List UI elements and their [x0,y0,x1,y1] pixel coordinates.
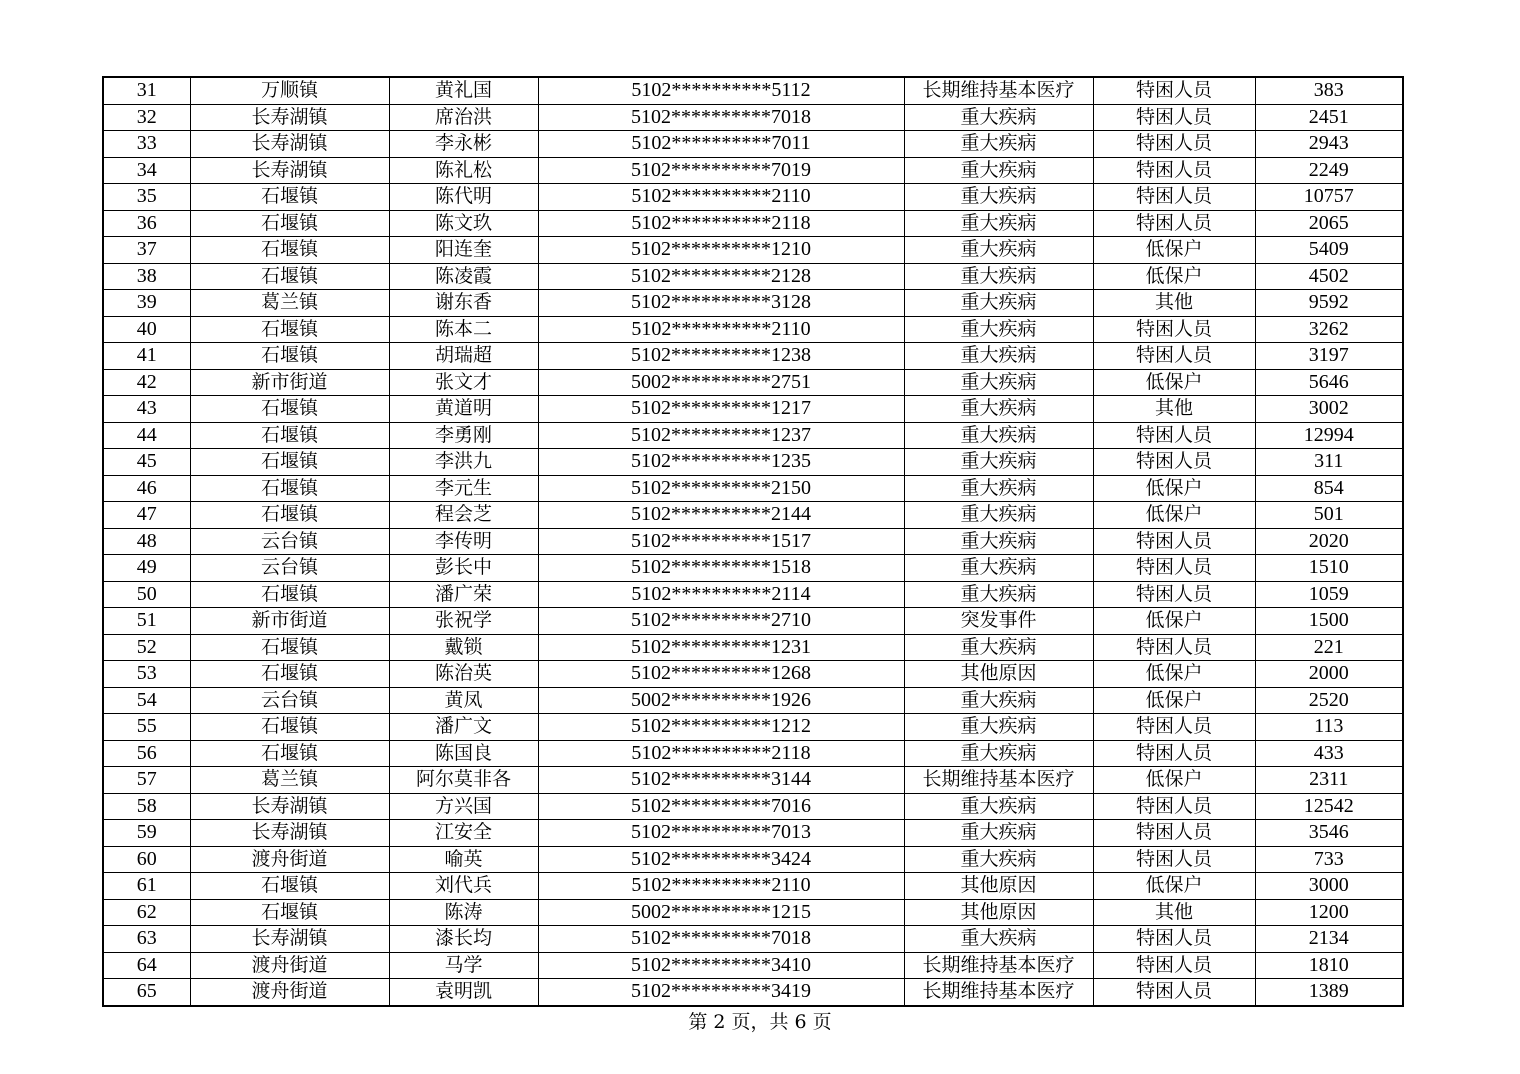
id-number-cell: 5102**********3144 [538,767,904,794]
id-number-cell: 5102**********3419 [538,979,904,1006]
category-cell: 低保户 [1093,502,1255,529]
id-number-cell: 5102**********2118 [538,210,904,237]
id-number-cell: 5102**********7019 [538,157,904,184]
amount-cell: 12542 [1255,793,1403,820]
serial-number-cell: 60 [103,846,190,873]
name-cell: 陈文玖 [389,210,538,237]
category-cell: 特困人员 [1093,581,1255,608]
category-cell: 低保户 [1093,237,1255,264]
reason-cell: 长期维持基本医疗 [904,767,1093,794]
serial-number-cell: 34 [103,157,190,184]
table-body [103,77,1403,1006]
serial-number-cell: 64 [103,952,190,979]
town-cell: 石堰镇 [190,661,389,688]
id-number-cell: 5102**********2118 [538,740,904,767]
name-cell: 彭长中 [389,555,538,582]
table-row [103,687,1403,714]
reason-cell: 重大疾病 [904,157,1093,184]
serial-number-cell: 33 [103,131,190,158]
table-row [103,316,1403,343]
reason-cell: 长期维持基本医疗 [904,77,1093,104]
serial-number-cell: 61 [103,873,190,900]
town-cell: 新市街道 [190,369,389,396]
reason-cell: 重大疾病 [904,369,1093,396]
town-cell: 石堰镇 [190,740,389,767]
name-cell: 陈涛 [389,899,538,926]
town-cell: 石堰镇 [190,475,389,502]
amount-cell: 433 [1255,740,1403,767]
id-number-cell: 5102**********1235 [538,449,904,476]
town-cell: 长寿湖镇 [190,820,389,847]
name-cell: 陈治英 [389,661,538,688]
id-number-cell: 5102**********3424 [538,846,904,873]
serial-number-cell: 42 [103,369,190,396]
serial-number-cell: 37 [103,237,190,264]
serial-number-cell: 50 [103,581,190,608]
category-cell: 低保户 [1093,608,1255,635]
reason-cell: 重大疾病 [904,687,1093,714]
name-cell: 马学 [389,952,538,979]
id-number-cell: 5102**********1518 [538,555,904,582]
id-number-cell: 5102**********1238 [538,343,904,370]
reason-cell: 重大疾病 [904,290,1093,317]
amount-cell: 1389 [1255,979,1403,1006]
amount-cell: 10757 [1255,184,1403,211]
amount-cell: 2065 [1255,210,1403,237]
serial-number-cell: 43 [103,396,190,423]
table-row [103,581,1403,608]
table-row [103,714,1403,741]
relief-list-table [102,76,1404,1007]
serial-number-cell: 48 [103,528,190,555]
town-cell: 石堰镇 [190,873,389,900]
name-cell: 胡瑞超 [389,343,538,370]
id-number-cell: 5102**********1268 [538,661,904,688]
id-number-cell: 5102**********2128 [538,263,904,290]
id-number-cell: 5102**********1517 [538,528,904,555]
town-cell: 石堰镇 [190,343,389,370]
amount-cell: 854 [1255,475,1403,502]
serial-number-cell: 38 [103,263,190,290]
table-row [103,926,1403,953]
table-row [103,131,1403,158]
town-cell: 云台镇 [190,528,389,555]
amount-cell: 2134 [1255,926,1403,953]
id-number-cell: 5102**********2110 [538,184,904,211]
table-row [103,369,1403,396]
name-cell: 李传明 [389,528,538,555]
serial-number-cell: 39 [103,290,190,317]
amount-cell: 221 [1255,634,1403,661]
name-cell: 潘广文 [389,714,538,741]
table-row [103,820,1403,847]
category-cell: 特困人员 [1093,555,1255,582]
category-cell: 特困人员 [1093,528,1255,555]
name-cell: 李元生 [389,475,538,502]
id-number-cell: 5102**********7018 [538,926,904,953]
reason-cell: 其他原因 [904,661,1093,688]
category-cell: 特困人员 [1093,926,1255,953]
table-row [103,263,1403,290]
table-row [103,608,1403,635]
table-row [103,184,1403,211]
amount-cell: 501 [1255,502,1403,529]
category-cell: 特困人员 [1093,714,1255,741]
id-number-cell: 5102**********7011 [538,131,904,158]
town-cell: 石堰镇 [190,634,389,661]
id-number-cell: 5002**********1926 [538,687,904,714]
reason-cell: 重大疾病 [904,846,1093,873]
name-cell: 黄凤 [389,687,538,714]
reason-cell: 重大疾病 [904,502,1093,529]
table-row [103,767,1403,794]
serial-number-cell: 44 [103,422,190,449]
reason-cell: 重大疾病 [904,740,1093,767]
id-number-cell: 5102**********2710 [538,608,904,635]
category-cell: 低保户 [1093,475,1255,502]
name-cell: 陈国良 [389,740,538,767]
table-row [103,343,1403,370]
category-cell: 其他 [1093,396,1255,423]
reason-cell: 重大疾病 [904,581,1093,608]
amount-cell: 3546 [1255,820,1403,847]
town-cell: 葛兰镇 [190,290,389,317]
reason-cell: 重大疾病 [904,714,1093,741]
category-cell: 低保户 [1093,687,1255,714]
table-row [103,157,1403,184]
name-cell: 阳连奎 [389,237,538,264]
amount-cell: 1510 [1255,555,1403,582]
town-cell: 万顺镇 [190,77,389,104]
reason-cell: 重大疾病 [904,131,1093,158]
table-row [103,449,1403,476]
category-cell: 特困人员 [1093,157,1255,184]
amount-cell: 113 [1255,714,1403,741]
table-row [103,77,1403,104]
serial-number-cell: 47 [103,502,190,529]
category-cell: 低保户 [1093,661,1255,688]
reason-cell: 重大疾病 [904,263,1093,290]
id-number-cell: 5102**********3410 [538,952,904,979]
category-cell: 其他 [1093,899,1255,926]
serial-number-cell: 51 [103,608,190,635]
town-cell: 葛兰镇 [190,767,389,794]
town-cell: 云台镇 [190,687,389,714]
category-cell: 特困人员 [1093,210,1255,237]
id-number-cell: 5102**********1237 [538,422,904,449]
town-cell: 石堰镇 [190,237,389,264]
town-cell: 云台镇 [190,555,389,582]
name-cell: 张文才 [389,369,538,396]
reason-cell: 重大疾病 [904,475,1093,502]
name-cell: 陈本二 [389,316,538,343]
table-row [103,475,1403,502]
category-cell: 低保户 [1093,767,1255,794]
category-cell: 特困人员 [1093,952,1255,979]
category-cell: 特困人员 [1093,979,1255,1006]
table-row [103,290,1403,317]
table-row [103,237,1403,264]
amount-cell: 2520 [1255,687,1403,714]
amount-cell: 3002 [1255,396,1403,423]
town-cell: 石堰镇 [190,502,389,529]
town-cell: 石堰镇 [190,263,389,290]
table-row [103,528,1403,555]
serial-number-cell: 36 [103,210,190,237]
town-cell: 石堰镇 [190,396,389,423]
reason-cell: 重大疾病 [904,210,1093,237]
serial-number-cell: 59 [103,820,190,847]
town-cell: 石堰镇 [190,184,389,211]
reason-cell: 突发事件 [904,608,1093,635]
table-row [103,846,1403,873]
town-cell: 长寿湖镇 [190,131,389,158]
amount-cell: 2451 [1255,104,1403,131]
table-row [103,979,1403,1006]
town-cell: 长寿湖镇 [190,926,389,953]
serial-number-cell: 53 [103,661,190,688]
id-number-cell: 5102**********7013 [538,820,904,847]
id-number-cell: 5002**********1215 [538,899,904,926]
name-cell: 漆长均 [389,926,538,953]
amount-cell: 2000 [1255,661,1403,688]
category-cell: 特困人员 [1093,740,1255,767]
reason-cell: 重大疾病 [904,237,1093,264]
reason-cell: 其他原因 [904,873,1093,900]
reason-cell: 重大疾病 [904,634,1093,661]
reason-cell: 其他原因 [904,899,1093,926]
town-cell: 渡舟街道 [190,846,389,873]
reason-cell: 长期维持基本医疗 [904,979,1093,1006]
serial-number-cell: 41 [103,343,190,370]
reason-cell: 重大疾病 [904,396,1093,423]
name-cell: 程会芝 [389,502,538,529]
name-cell: 江安全 [389,820,538,847]
amount-cell: 9592 [1255,290,1403,317]
category-cell: 特困人员 [1093,846,1255,873]
table-row [103,555,1403,582]
serial-number-cell: 55 [103,714,190,741]
name-cell: 黄礼国 [389,77,538,104]
name-cell: 张祝学 [389,608,538,635]
id-number-cell: 5102**********2110 [538,316,904,343]
serial-number-cell: 49 [103,555,190,582]
town-cell: 渡舟街道 [190,979,389,1006]
town-cell: 新市街道 [190,608,389,635]
reason-cell: 重大疾病 [904,793,1093,820]
reason-cell: 重大疾病 [904,528,1093,555]
amount-cell: 1059 [1255,581,1403,608]
amount-cell: 4502 [1255,263,1403,290]
reason-cell: 重大疾病 [904,926,1093,953]
serial-number-cell: 52 [103,634,190,661]
reason-cell: 重大疾病 [904,449,1093,476]
amount-cell: 3197 [1255,343,1403,370]
amount-cell: 2943 [1255,131,1403,158]
reason-cell: 重大疾病 [904,820,1093,847]
serial-number-cell: 57 [103,767,190,794]
serial-number-cell: 65 [103,979,190,1006]
town-cell: 渡舟街道 [190,952,389,979]
id-number-cell: 5102**********7018 [538,104,904,131]
serial-number-cell: 45 [103,449,190,476]
name-cell: 陈礼松 [389,157,538,184]
category-cell: 特困人员 [1093,77,1255,104]
amount-cell: 3000 [1255,873,1403,900]
category-cell: 特困人员 [1093,343,1255,370]
serial-number-cell: 31 [103,77,190,104]
reason-cell: 重大疾病 [904,343,1093,370]
id-number-cell: 5102**********1212 [538,714,904,741]
town-cell: 石堰镇 [190,899,389,926]
serial-number-cell: 63 [103,926,190,953]
amount-cell: 311 [1255,449,1403,476]
amount-cell: 5646 [1255,369,1403,396]
table-row [103,422,1403,449]
reason-cell: 重大疾病 [904,184,1093,211]
name-cell: 李洪九 [389,449,538,476]
category-cell: 特困人员 [1093,820,1255,847]
table-row [103,210,1403,237]
id-number-cell: 5102**********3128 [538,290,904,317]
id-number-cell: 5102**********1231 [538,634,904,661]
name-cell: 戴锁 [389,634,538,661]
table-row [103,952,1403,979]
category-cell: 其他 [1093,290,1255,317]
table-row [103,396,1403,423]
category-cell: 特困人员 [1093,793,1255,820]
town-cell: 长寿湖镇 [190,793,389,820]
table-row [103,793,1403,820]
serial-number-cell: 32 [103,104,190,131]
name-cell: 潘广荣 [389,581,538,608]
name-cell: 李勇刚 [389,422,538,449]
reason-cell: 长期维持基本医疗 [904,952,1093,979]
category-cell: 特困人员 [1093,316,1255,343]
name-cell: 方兴国 [389,793,538,820]
town-cell: 长寿湖镇 [190,104,389,131]
name-cell: 席治洪 [389,104,538,131]
name-cell: 刘代兵 [389,873,538,900]
table-row [103,104,1403,131]
serial-number-cell: 56 [103,740,190,767]
reason-cell: 重大疾病 [904,555,1093,582]
serial-number-cell: 54 [103,687,190,714]
category-cell: 特困人员 [1093,634,1255,661]
category-cell: 低保户 [1093,369,1255,396]
name-cell: 袁明凯 [389,979,538,1006]
town-cell: 石堰镇 [190,422,389,449]
amount-cell: 2311 [1255,767,1403,794]
amount-cell: 5409 [1255,237,1403,264]
category-cell: 低保户 [1093,263,1255,290]
amount-cell: 1200 [1255,899,1403,926]
table-row [103,873,1403,900]
serial-number-cell: 35 [103,184,190,211]
id-number-cell: 5102**********7016 [538,793,904,820]
amount-cell: 1810 [1255,952,1403,979]
category-cell: 特困人员 [1093,449,1255,476]
id-number-cell: 5002**********2751 [538,369,904,396]
amount-cell: 1500 [1255,608,1403,635]
category-cell: 特困人员 [1093,104,1255,131]
town-cell: 长寿湖镇 [190,157,389,184]
amount-cell: 383 [1255,77,1403,104]
amount-cell: 2020 [1255,528,1403,555]
serial-number-cell: 40 [103,316,190,343]
table-row [103,634,1403,661]
table-row [103,740,1403,767]
amount-cell: 733 [1255,846,1403,873]
category-cell: 低保户 [1093,873,1255,900]
table-row [103,661,1403,688]
name-cell: 黄道明 [389,396,538,423]
serial-number-cell: 46 [103,475,190,502]
id-number-cell: 5102**********2150 [538,475,904,502]
id-number-cell: 5102**********2144 [538,502,904,529]
page-number: 第 2 页，共 6 页 [688,1011,832,1033]
category-cell: 特困人员 [1093,131,1255,158]
category-cell: 特困人员 [1093,184,1255,211]
category-cell: 特困人员 [1093,422,1255,449]
name-cell: 陈凌霞 [389,263,538,290]
amount-cell: 2249 [1255,157,1403,184]
id-number-cell: 5102**********5112 [538,77,904,104]
name-cell: 陈代明 [389,184,538,211]
table-row [103,502,1403,529]
name-cell: 阿尔莫非各 [389,767,538,794]
town-cell: 石堰镇 [190,714,389,741]
name-cell: 李永彬 [389,131,538,158]
town-cell: 石堰镇 [190,210,389,237]
amount-cell: 3262 [1255,316,1403,343]
reason-cell: 重大疾病 [904,316,1093,343]
serial-number-cell: 62 [103,899,190,926]
id-number-cell: 5102**********2114 [538,581,904,608]
name-cell: 谢东香 [389,290,538,317]
id-number-cell: 5102**********2110 [538,873,904,900]
serial-number-cell: 58 [103,793,190,820]
town-cell: 石堰镇 [190,581,389,608]
town-cell: 石堰镇 [190,316,389,343]
id-number-cell: 5102**********1217 [538,396,904,423]
reason-cell: 重大疾病 [904,104,1093,131]
amount-cell: 12994 [1255,422,1403,449]
table-row [103,899,1403,926]
id-number-cell: 5102**********1210 [538,237,904,264]
reason-cell: 重大疾病 [904,422,1093,449]
name-cell: 喻英 [389,846,538,873]
town-cell: 石堰镇 [190,449,389,476]
